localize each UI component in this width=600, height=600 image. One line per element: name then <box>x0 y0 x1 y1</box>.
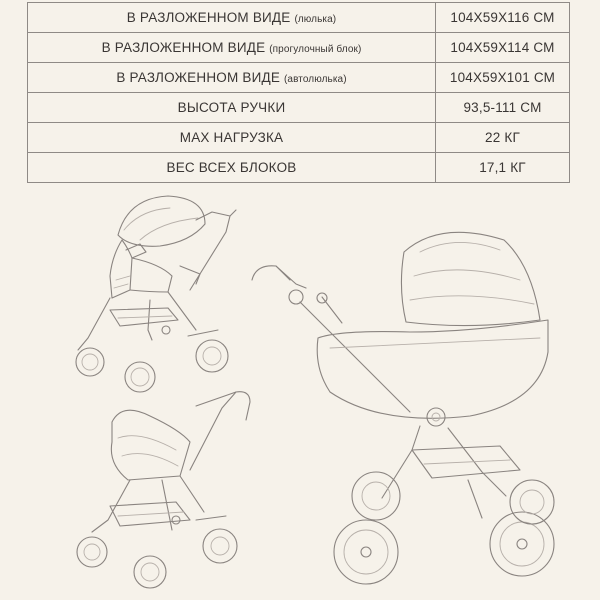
spec-label: В РАЗЛОЖЕННОМ ВИДЕ <box>126 10 291 25</box>
spec-label: ВЫСОТА РУЧКИ <box>177 100 286 115</box>
spec-value: 104Х59Х101 СМ <box>436 63 570 93</box>
spec-row-bassinet-dimensions <box>28 3 570 33</box>
specs-table <box>27 2 570 183</box>
spec-value: 104Х59Х114 СМ <box>436 33 570 63</box>
spec-label-cell <box>28 153 436 183</box>
spec-note: (автолюлька) <box>284 74 347 85</box>
spec-row-total-weight <box>28 153 570 183</box>
stroller-stroll-seat-icon <box>76 196 236 392</box>
spec-label-cell <box>28 33 436 63</box>
spec-label-cell <box>28 123 436 153</box>
stroller-car-seat-icon <box>77 392 250 588</box>
spec-row-stroll-seat-dimensions <box>28 33 570 63</box>
spec-value: 17,1 КГ <box>436 153 570 183</box>
spec-label: В РАЗЛОЖЕННОМ ВИДЕ <box>101 40 266 55</box>
stroller-bassinet-icon <box>252 232 554 584</box>
spec-label: МАХ НАГРУЗКА <box>179 130 284 145</box>
spec-note: (люлька) <box>294 14 337 25</box>
spec-row-max-load <box>28 123 570 153</box>
spec-label: В РАЗЛОЖЕННОМ ВИДЕ <box>116 70 281 85</box>
spec-label-cell <box>28 63 436 93</box>
spec-value: 104Х59Х116 СМ <box>436 3 570 33</box>
spec-note: (прогулочный блок) <box>269 44 362 55</box>
stroller-illustrations <box>0 180 600 600</box>
spec-value: 93,5-111 СМ <box>436 93 570 123</box>
spec-label: ВЕС ВСЕХ БЛОКОВ <box>166 160 297 175</box>
spec-value: 22 КГ <box>436 123 570 153</box>
spec-label-cell <box>28 3 436 33</box>
spec-label-cell <box>28 93 436 123</box>
spec-row-car-seat-dimensions <box>28 63 570 93</box>
spec-row-handle-height <box>28 93 570 123</box>
